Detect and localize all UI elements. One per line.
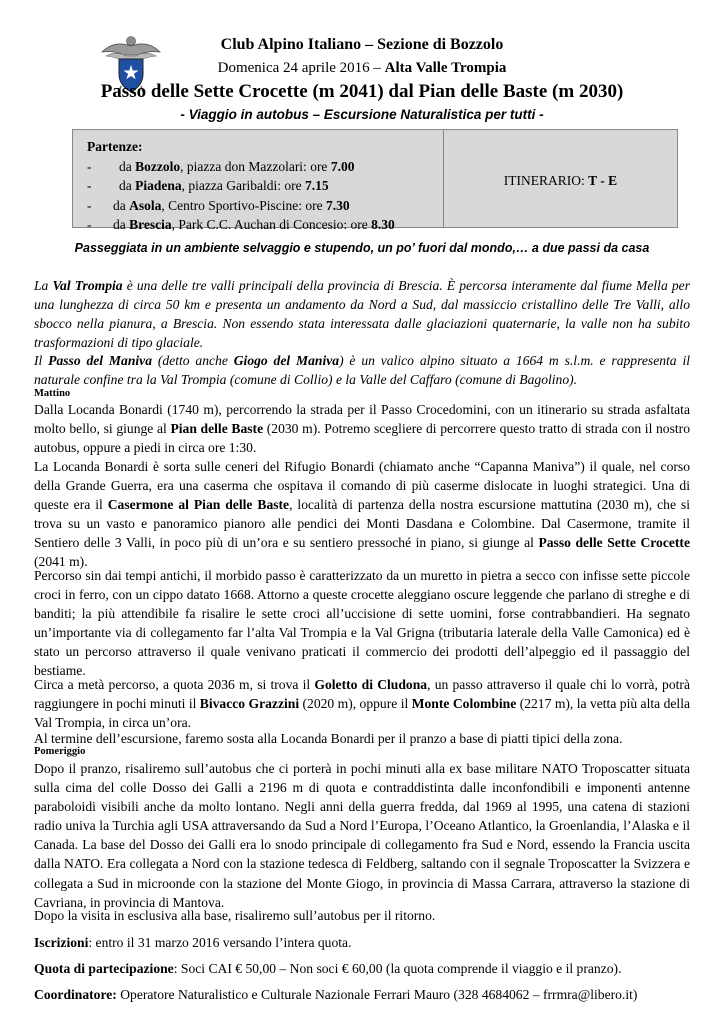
registration-line: Iscrizioni: entro il 31 marzo 2016 versando l’intera quota. — [34, 935, 352, 950]
event-date: Domenica 24 aprile 2016 – — [217, 60, 385, 76]
intro-paragraph-2: Il Passo del Maniva (detto anche Giogo del Maniva) è un valico alpino situato a 1664 m s.l.m. e rappresenta il naturale confine tra la Val Trompia (comune di Collio) e la Valle del Caffaro (comune di Bagolino). — [34, 353, 690, 388]
mattino-paragraph-3: Percorso sin dai tempi antichi, il morbido passo è caratterizzato da un muretto in pietra a secco con infisse sette piccole croci in ferro, con un cippo datato 1668. Attorno a queste crocette aleggiano oscure leggende che parlano di streghe e di banditi; la più attendibile fa risalire le sette croci all’uccisione di sette uomini, forse contrabbandieri. Ha segnato un’importante via di collegamento far l’alta Val Trompia e la Val Grigna (tributaria laterale della Valle Camonica) ed è stato un percorso attraverso il quale venivano praticati il commercio dei prodotti dell’alpeggio ed il passaggio del bestiame. — [34, 568, 690, 679]
departure-row: - da Bozzolo, piazza don Mazzolari: ore 7.00 — [87, 158, 355, 174]
itinerary-cell: ITINERARIO: T - E — [503, 173, 618, 188]
mattino-paragraph-4: Circa a metà percorso, a quota 2036 m, si trova il Goletto di Cludona, un passo attraverso il quale chi lo vorrà, potrà raggiungere in pochi minuti il Bivacco Grazzini (2020 m), oppure il Monte Colombine (2217 m), la vetta più alta della Val Trompia, in circa un’ora. — [34, 677, 691, 731]
event-subtitle: - Viaggio in autobus – Escursione Naturalistica per tutti - — [180, 107, 544, 122]
event-date-line — [0, 60, 724, 77]
intro-paragraph-1: La Val Trompia è una delle tre valli principali della provincia di Brescia. È percorsa interamente dal fiume Mella per una lunghezza di circa 50 km e presenta un andamento da Nord a Sud, dal massiccio cristallino delle Tre Valli, allo sbocco nella pianura, a Brescia. Non essendo stata interessata dalle glaciazioni quaternarie, la valle non ha subito trasformazioni di tipo glaciale. — [34, 278, 690, 351]
departure-row: - da Asola, Centro Sportivo-Piscine: ore 7.30 — [87, 197, 350, 213]
mattino-paragraph-1: Dalla Locanda Bonardi (1740 m), percorrendo la strada per il Passo Crocedomini, con un itinerario su strada asfaltata molto bello, si giunge al Pian delle Baste (2030 m). Potremo scegliere di percorrere questo tratto di strada con il nostro autobus, oppure a piedi in circa ore 1:30. — [34, 402, 690, 456]
fee-line: Quota di partecipazione: Soci CAI € 50,00 – Non soci € 60,00 (la quota comprende il viaggio e il pranzo). — [34, 961, 622, 976]
mattino-paragraph-2: La Locanda Bonardi è sorta sulle ceneri del Rifugio Bonardi (chiamato anche “Capanna Maniva”) il quale, nel corso della Grande Guerra, era una caserma che ospitava il comando di più caserme dislocate in luoghi strategici. Una di queste era il Casermone al Pian delle Baste, località di partenza della nostra escursione mattutina (2030 m), che si trova su un vasto e panoramico pianoro alle pendici dei Monti Dasdana e Colombine. Dal Casermone, tramite il Sentiero delle 3 Valli, in poco più di un’ora e su sentiero pressoché in piano, si giunge al Passo delle Sette Crocette (2041 m). — [34, 459, 690, 570]
pomeriggio-paragraph-1: Dopo il pranzo, risaliremo sull’autobus che ci porterà in pochi minuti alla ex base militare NATO Troposcatter situata sulla cima del colle Dosso dei Galli a 2196 m di quota e contraddistinta dalle inconfondibili e imponenti antenne paraboloidi visibili anche da molto lontano. Negli anni della guerra fredda, dal 1969 al 1995, una catena di stazioni radio univa la Turchia agli USA attraversando da Sud a Nord l’Europa, l’Oceano Atlantico, la Groenlandia, l’Alaska e il Canada. La base del Dosso dei Galli era lo snodo principale di collegamento fra Sud e Nord, essendo la Francia uscita dalla NATO. Era collegata a Nord con la stazione tedesca di Feldberg, saltando con il segnale Troposcatter la Svizzera e collegata a Sud in microonde con la stazione del Monte Giogo, in provincia di Massa Carrara, attraverso la stazione di Cavriana, in provincia di Mantova. — [34, 761, 690, 910]
departure-row: - da Piadena, piazza Garibaldi: ore 7.15 — [87, 178, 329, 193]
departure-row: - da Brescia, Park C.C. Auchan di Concesio: ore 8.30 — [87, 217, 395, 232]
tagline: Passeggiata in un ambiente selvaggio e stupendo, un po’ fuori dal mondo,… a due passi da casa — [74, 241, 650, 255]
departures-table — [72, 129, 678, 232]
departures-title: Partenze: — [87, 139, 143, 154]
coordinator-line: Coordinatore: Operatore Naturalistico e Culturale Nazionale Ferrari Mauro (328 4684062 – frrmra@libero.it) — [34, 987, 638, 1002]
event-area: Alta Valle Trompia — [384, 60, 507, 76]
section-pomeriggio: Pomeriggio — [34, 746, 86, 757]
mattino-paragraph-5: Al termine dell’escursione, faremo sosta alla Locanda Bonardi per il pranzo a base di piatti tipici della zona. — [34, 731, 623, 746]
pomeriggio-paragraph-2: Dopo la visita in esclusiva alla base, risaliremo sull’autobus per il ritorno. — [34, 908, 436, 923]
event-title: Passo delle Sette Crocette (m 2041) dal Pian delle Baste (m 2030) — [100, 81, 624, 102]
club-title: Club Alpino Italiano – Sezione di Bozzolo — [220, 36, 504, 53]
section-mattino: Mattino — [34, 388, 71, 399]
departures-list — [87, 137, 395, 235]
